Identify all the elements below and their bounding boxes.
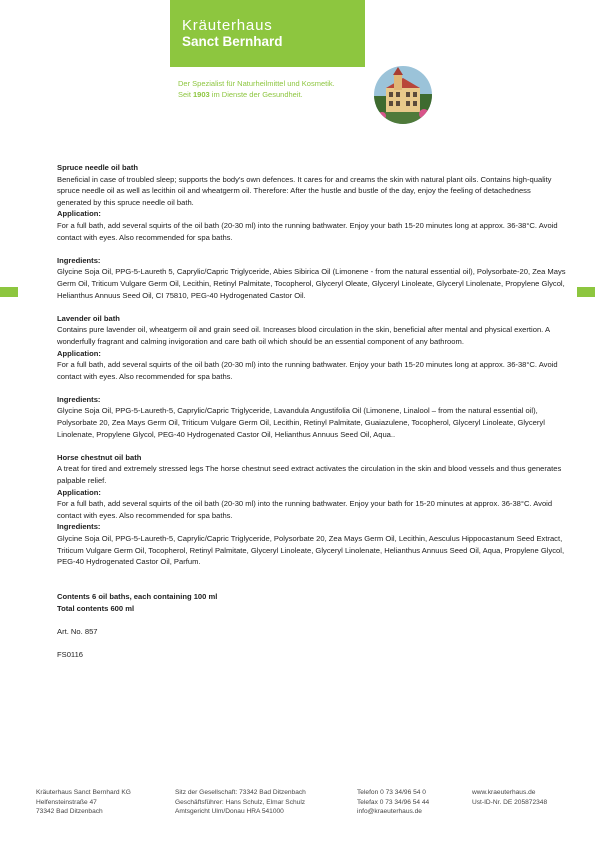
contents-line: Contents 6 oil baths, each containing 100 ml	[57, 591, 218, 601]
footer-text: Amtsgericht Ulm/Donau HRA 541000	[175, 808, 284, 815]
footer-text: Helfensteinstraße 47	[36, 798, 97, 806]
application-text: For a full bath, add several squirts of the oil bath (20-30 ml) into the running bathwater. Enjoy your bath for 15-20 minutes at approx. 36-38°C. Avoid contact with eyes. Also recommended for spa baths.	[57, 499, 553, 520]
product-description-text: Beneficial in case of troubled sleep; supports the body's own defences. It cares for and creams the skin with natural plant oils. Contains high-quality spruce needle oil as well as lecithin oil and wheatgerm oil. Therefore: After the hustle and bustle of the day, enjoy the feeling of detachedness generated by this spruce needle oil bath.	[57, 174, 552, 207]
total-contents-line: Total contents 600 ml	[57, 603, 135, 613]
footer-web	[472, 788, 547, 807]
product-description	[57, 162, 567, 661]
tagline-year: 1903	[193, 90, 210, 99]
building-photo	[374, 66, 432, 124]
tagline	[178, 78, 335, 100]
footer-legal	[175, 788, 306, 817]
footer-text: 73342 Bad Ditzenbach	[36, 808, 103, 815]
product-description-text: Contains pure lavender oil, wheatgerm oil and grain seed oil. Increases blood circulation in the skin, beneficial after mental and physical exertion. A wonderfully fragrant and calming invigoration and care bath oil which should be an essential component of any bathroom.	[57, 325, 550, 346]
ingredients-heading: Ingredients:	[57, 394, 101, 404]
footer-website[interactable]: www.kraeuterhaus.de	[472, 789, 536, 796]
ingredients-text: Glycine Soja Oil, PPG-5-Laureth 5, Caprylic/Capric Triglyceride, Abies Sibirica Oil (Limonene - from the natural essential oil), Polysorbate-20, Zea Mays Germ Oil, Triticum Vulgare Germ Oil, Lecithin, Retinyl Palmitate, Tocopherol, Glyceryl Oleate, Glyceryl Linoleate, Glyceryl Linolenate, Propylene Glycol, Helianthus Annuus Seed Oil, CI 75810, PEG-40 Hydrogenated Castor Oil.	[57, 267, 566, 300]
ingredients-text: Glycine Soja Oil, PPG-5-Laureth-5, Caprylic/Capric Triglyceride, Polysorbate 20, Zea Mays Germ Oil, Lecithin, Aesculus Hippocastanum Seed Extract, Triticum Vulgare Germ Oil, Tocopherol, Retinyl Palmitate, Glyceryl Linoleate, Glyceryl Linolenate, Helianthus Annuus Seed Oil, Aqua, Propylene Glycol, PEG-40 Hydrogenated Castor Oil, Parfum.	[57, 534, 565, 567]
footer-email[interactable]: info@kraeuterhaus.de	[357, 808, 422, 815]
ingredients-text: Glycine Soja Oil, PPG-5-Laureth-5, Caprylic/Capric Triglyceride, Lavandula Angustifolia Oil (Limonene, Linalool – from the natural essential oil), Polysorbate 20, Zea Mays Germ Oil, Triticum Vulgare Germ Oil, Lecithin, Retinyl Palmitate, Guaiazulene, Tocopherol, Glyceryl Linoleate, Glyceryl Linolenate, Propylene Glycol, PEG-40 Hydrogenated Castor Oil, Helianthus Annuus Seed Oil, Aqua..	[57, 406, 545, 439]
footer-contact	[357, 788, 429, 817]
product-description-text: A treat for tired and extremely stressed legs The horse chestnut seed extract activates the circulation in the skin and blood vessels and thus generates palpable relief.	[57, 464, 562, 486]
footer-text: Kräuterhaus Sanct Bernhard KG	[36, 789, 131, 796]
footer-fax: Telefax 0 73 34/96 54 44	[357, 798, 430, 806]
footer-text: Geschäftsführer: Hans Schulz, Elmar Schulz	[175, 798, 306, 806]
application-heading: Application:	[57, 487, 101, 497]
product-title: Lavender oil bath	[57, 313, 120, 323]
application-text: For a full bath, add several squirts of the oil bath (20-30 ml) into the running bathwater. Enjoy your bath 15-20 minutes long at approx. 36-38°C. Avoid contact with eyes. Also recommended for spa baths.	[57, 360, 558, 381]
product-title: Horse chestnut oil bath	[57, 452, 142, 462]
document-code: FS0116	[57, 649, 84, 659]
article-number: Art. No. 857	[57, 626, 98, 636]
footer-text: Sitz der Gesellschaft: 73342 Bad Ditzenbach	[175, 789, 306, 796]
application-heading: Application:	[57, 348, 101, 358]
footer-vat-id: Ust-ID-Nr. DE 205872348	[472, 798, 548, 806]
brand-logo	[170, 0, 365, 67]
tagline-line2: Seit 1903 im Dienste der Gesundheit.	[178, 90, 303, 99]
left-edge-mark	[0, 287, 18, 297]
ingredients-heading: Ingredients:	[57, 255, 101, 265]
footer-company	[36, 788, 131, 817]
tagline-line1: Der Spezialist für Naturheilmittel und Kosmetik.	[178, 79, 335, 88]
application-text: For a full bath, add several squirts of the oil bath (20-30 ml) into the running bathwater. Enjoy your bath 15-20 minutes long at approx. 36-38°C. Avoid contact with eyes. Also recommended for spa baths.	[57, 220, 558, 242]
right-edge-mark	[577, 287, 595, 297]
application-heading: Application:	[57, 209, 101, 219]
brand-name-line2: Sanct Bernhard	[182, 34, 283, 49]
ingredients-heading: Ingredients:	[57, 522, 101, 532]
product-title: Spruce needle oil bath	[57, 163, 139, 172]
brand-name-line1: Kräuterhaus	[182, 17, 273, 34]
footer-phone: Telefon 0 73 34/96 54 0	[357, 789, 426, 796]
